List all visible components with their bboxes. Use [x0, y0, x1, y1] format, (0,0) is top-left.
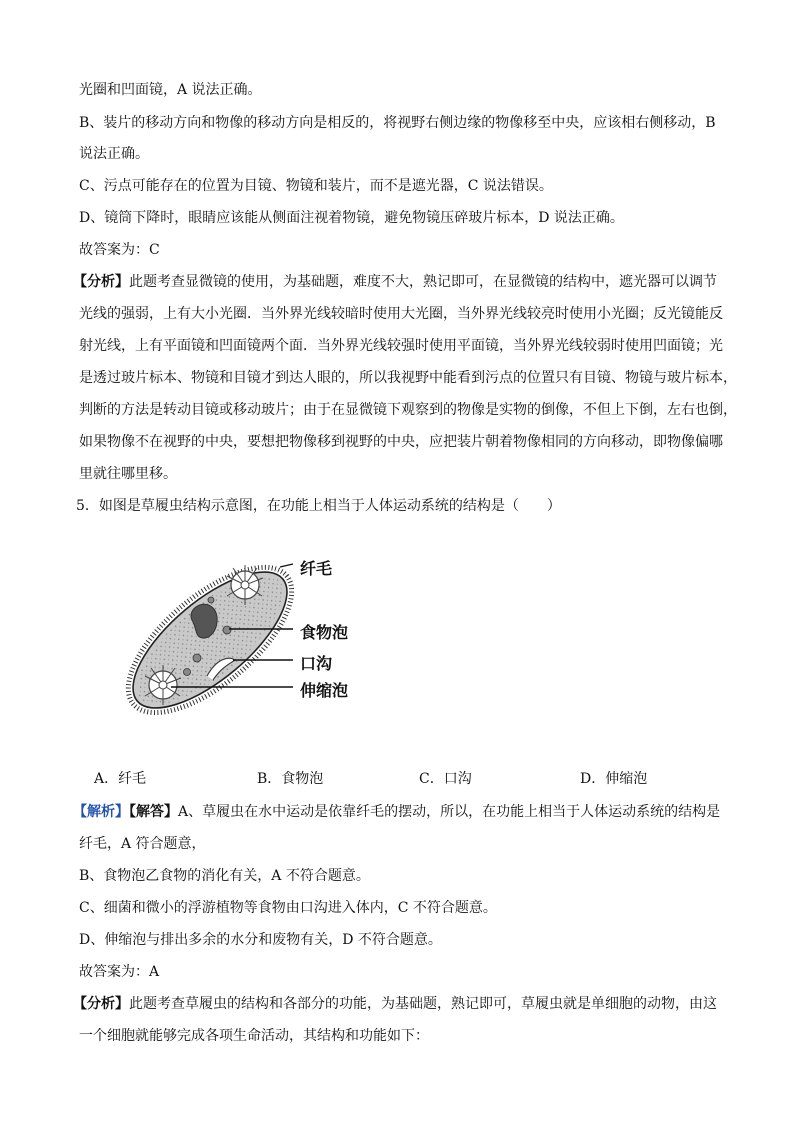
solution-line: 纤毛，A 符合题意， [79, 836, 206, 852]
text-line: B、装片的移动方向和物像的移动方向是相反的，将视野右侧边缘的物像移至中央，应该相右侧移动，B [79, 115, 716, 131]
figure-label-oral-groove: 口沟 [300, 654, 333, 673]
analysis-line: 光线的强弱，上有大小光圈．当外界光线较暗时使用大光圈，当外界光线较亮时使用小光圈；反光镜能反 [79, 306, 723, 322]
analysis-line [73, 272, 753, 292]
option-d[interactable]: D．伸缩泡 [580, 771, 648, 787]
solution-line [73, 802, 753, 822]
option-c[interactable]: C．口沟 [419, 771, 472, 787]
text-line: 光圈和凹面镜，A 说法正确。 [79, 82, 262, 98]
analysis-line: 一个细胞就能够完成各项生命活动，其结构和功能如下： [79, 1028, 429, 1044]
figure-label-contractile-vacuole: 伸缩泡 [300, 681, 349, 700]
figure-label-food-vacuole: 食物泡 [300, 623, 349, 642]
solution-tag: 【解析】 [73, 804, 129, 820]
question-text: 5．如图是草履虫结构示意图，在功能上相当于人体运动系统的结构是（ ） [76, 498, 561, 514]
option-a[interactable]: A．纤毛 [94, 771, 147, 787]
solution-text: A、草履虫在水中运动是依靠纤毛的摆动，所以，在功能上相当于人体运动系统的结构是 [178, 804, 721, 820]
analysis-line [73, 994, 753, 1014]
answer-line: 故答案为：A [79, 964, 160, 980]
analysis-tag: 【分析】 [73, 996, 129, 1012]
solution-line: B、食物泡乙食物的消化有关，A 不符合题意。 [79, 868, 370, 884]
analysis-line: 如果物像不在视野的中央，要想把物像移到视野的中央，应把装片朝着物像相同的方向移动，即物像偏哪 [79, 434, 723, 450]
option-b[interactable]: B．食物泡 [257, 771, 324, 787]
answer-line: 故答案为：C [79, 242, 160, 258]
analysis-line: 射光线，上有平面镜和凹面镜两个面．当外界光线较强时使用平面镜，当外界光线较弱时使用凹面镜；光 [79, 338, 723, 354]
paramecium-diagram [125, 540, 425, 740]
analysis-line: 是透过玻片标本、物镜和目镜才到达人眼的，所以我视野中能看到污点的位置只有目镜、物镜与玻片标本， [79, 370, 737, 386]
solution-line: C、细菌和微小的浮游植物等食物由口沟进入体内，C 不符合题意。 [79, 900, 497, 916]
analysis-line: 判断的方法是转动目镜或移动玻片；由于在显微镜下观察到的物像是实物的倒像，不但上下倒，左右也倒， [79, 402, 737, 418]
answer-tag: 【解答】 [129, 804, 178, 820]
analysis-tag: 【分析】 [73, 274, 129, 290]
figure-label-cilia: 纤毛 [300, 559, 333, 578]
solution-line: D、伸缩泡与排出多余的水分和废物有关，D 不符合题意。 [79, 932, 442, 948]
text-line: C、污点可能存在的位置为目镜、物镜和装片，而不是遮光器，C 说法错误。 [79, 178, 553, 194]
analysis-text: 此题考查草履虫的结构和各部分的功能，为基础题，熟记即可，草履虫就是单细胞的动物，由这 [129, 996, 717, 1012]
text-line: D、镜筒下降时，眼睛应该能从侧面注视着物镜，避免物镜压碎玻片标本，D 说法正确。 [79, 210, 624, 226]
analysis-text: 此题考查显微镜的使用，为基础题，难度不大，熟记即可，在显微镜的结构中，遮光器可以调节 [129, 274, 717, 290]
text-line: 说法正确。 [79, 146, 149, 162]
analysis-line: 里就往哪里移。 [79, 466, 177, 482]
